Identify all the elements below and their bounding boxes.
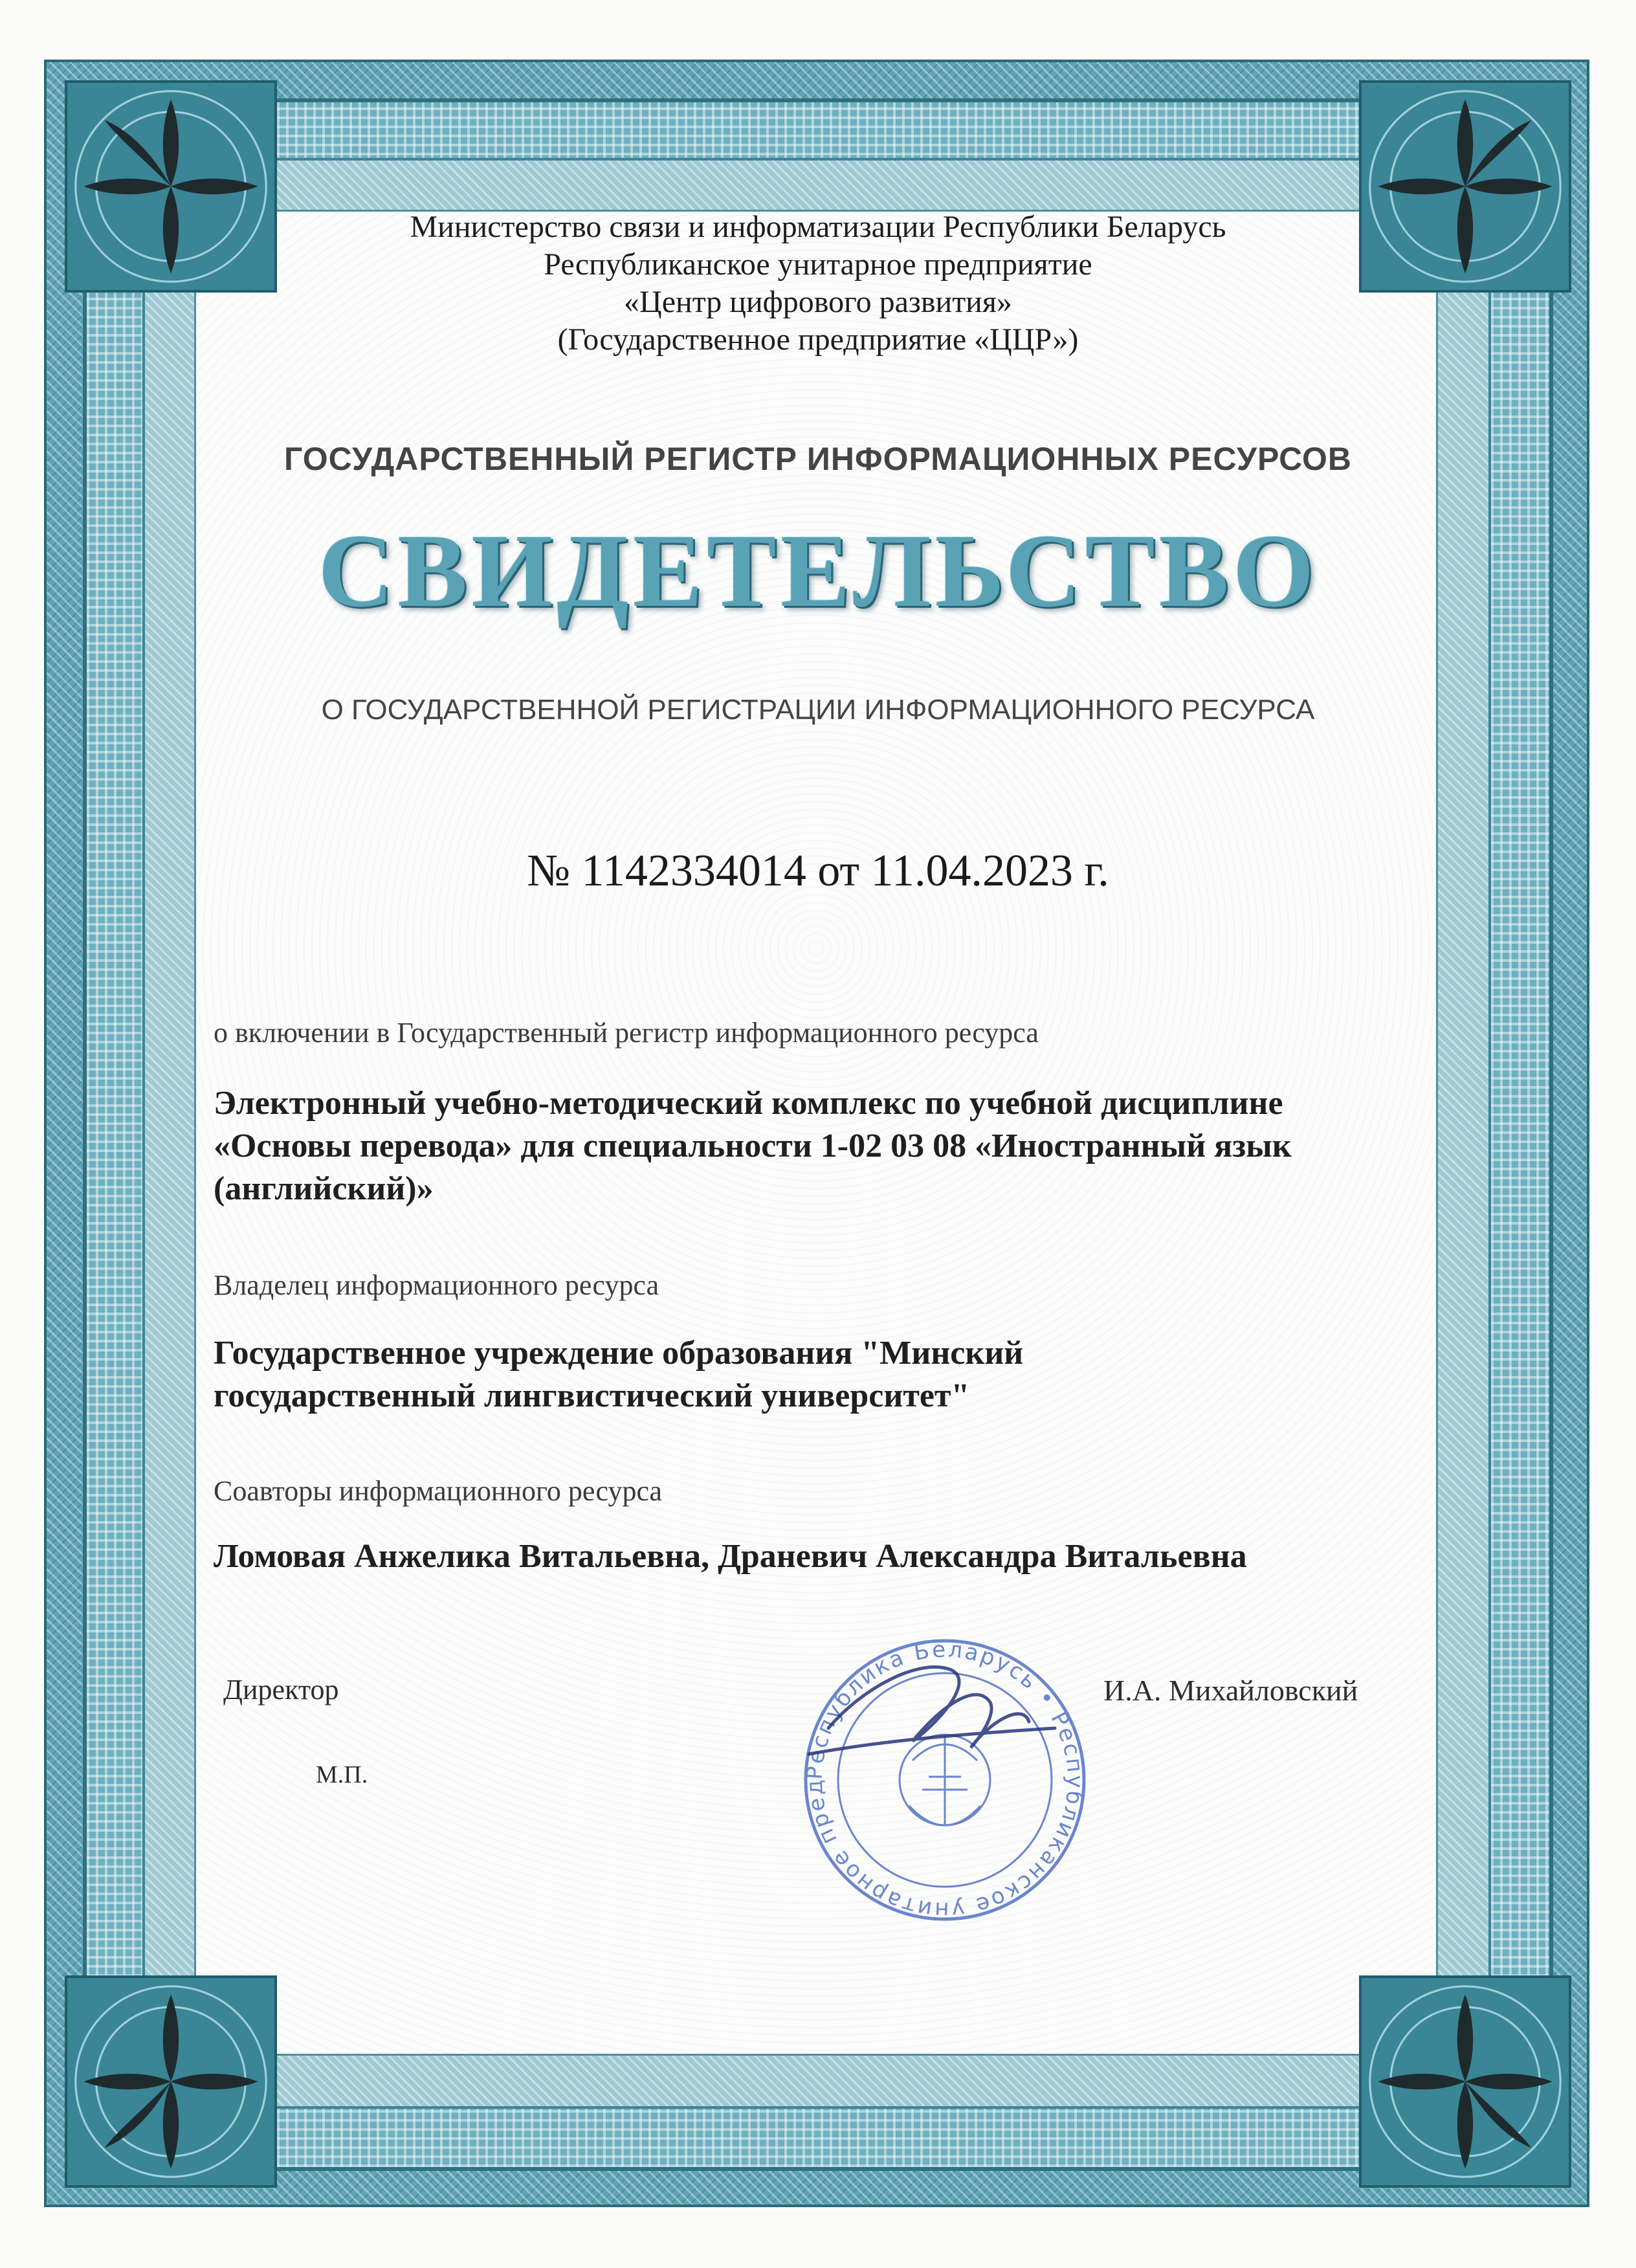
- director-name: И.А. Михайловский: [1103, 1674, 1358, 1707]
- owner-name-line1: Государственное учреждение образования "Минский: [214, 1335, 1024, 1372]
- emblem-icon: [900, 1735, 990, 1825]
- corner-ornament-bottom-right: [1359, 1975, 1571, 2188]
- coauthors-label: Соавторы информационного ресурса: [214, 1475, 663, 1507]
- register-title: ГОСУДАРСТВЕННЫЙ РЕГИСТР ИНФОРМАЦИОННЫХ РЕСУРСОВ: [284, 441, 1352, 477]
- issuer-short-name: (Государственное предприятие «ЦЦР»): [557, 322, 1079, 357]
- resource-name-line1: Электронный учебно-методический комплекс по учебной дисциплине: [214, 1085, 1283, 1122]
- document-subtitle: О ГОСУДАРСТВЕННОЙ РЕГИСТРАЦИИ ИНФОРМАЦИОННОГО РЕСУРСА: [321, 694, 1315, 726]
- issuer-enterprise-name: «Центр цифрового развития»: [624, 285, 1012, 319]
- resource-name-line3: (английский)»: [214, 1170, 434, 1207]
- inclusion-label: о включении в Государственный регистр информационного ресурса: [214, 1017, 1039, 1049]
- issuer-enterprise-type: Республиканское унитарное предприятие: [544, 247, 1092, 282]
- coauthors-names: Ломовая Анжелика Витальевна, Драневич Александра Витальевна: [214, 1538, 1247, 1575]
- seal-place-mark: М.П.: [316, 1761, 368, 1788]
- owner-label: Владелец информационного ресурса: [214, 1269, 659, 1301]
- official-stamp: [783, 1631, 1107, 1929]
- registration-number: № 1142334014 от 11.04.2023 г.: [527, 846, 1109, 896]
- resource-name-line2: «Основы перевода» для специальности 1-02 03 08 «Иностранный язык: [214, 1128, 1292, 1164]
- corner-ornament-bottom-left: [65, 1975, 277, 2188]
- issuer-ministry: Министерство связи и информатизации Республики Беларусь: [410, 210, 1226, 244]
- document-title: СВИДЕТЕЛЬСТВО: [318, 513, 1318, 629]
- stamp-ring-text: Республика Беларусь • Республиканское унитарное пред: [801, 1636, 1089, 1924]
- director-title: Директор: [223, 1674, 339, 1706]
- owner-name-line2: государственный лингвистический университет": [214, 1377, 970, 1414]
